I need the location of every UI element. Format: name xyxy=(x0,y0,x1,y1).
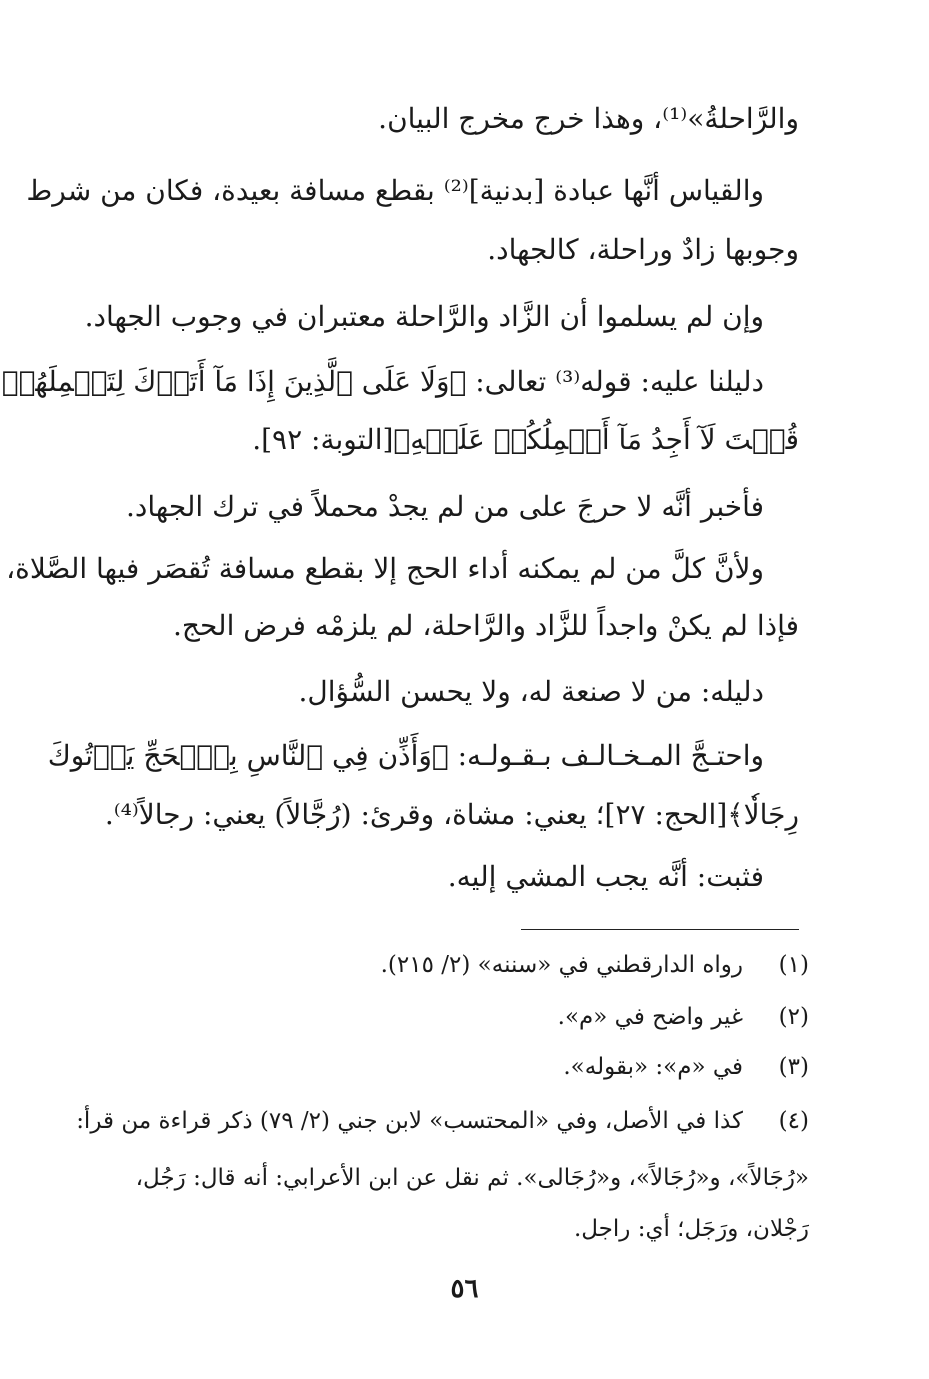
body-line-8: ولأنَّ كلَّ من لم يمكنه أداء الحج إلا بقطع مسافة تُقصَر فيها الصَّلاة، xyxy=(6,552,764,585)
footnote-1 xyxy=(100,948,809,982)
body-line-2: والقياس أنَّها عبادة [بدنية]⁽²⁾ بقطع مسافة بعيدة، فكان من شرط xyxy=(26,174,764,207)
body-line-10: دليله: من لا صنعة له، ولا يحسن السُّؤال. xyxy=(298,675,764,708)
body-line-13: فثبت: أنَّه يجب المشي إليه. xyxy=(447,860,764,893)
footnote-text: كذا في الأصل، وفي «المحتسب» لابن جني (٢/ ٧٩) ذكر قراءة من قرأ: xyxy=(76,1108,743,1134)
body-line-12: رِجَالٗا﴾[الحج: ٢٧]؛ يعني: مشاة، وقرئ: (رُجَّالاً) يعني: رجالاً⁽⁴⁾. xyxy=(104,798,799,831)
footnote-4 xyxy=(76,1104,809,1138)
footnote-separator xyxy=(521,929,799,930)
footnote-number: (٣) xyxy=(778,1054,809,1080)
footnote-3 xyxy=(100,1050,809,1084)
footnote-2 xyxy=(100,1000,809,1034)
footnote-number: (١) xyxy=(778,952,809,978)
body-line-9: فإذا لم يكنْ واجداً للزَّاد والرَّاحلة، لم يلزمْه فرض الحج. xyxy=(172,609,799,642)
body-line-4: وإن لم يسلموا أن الزَّاد والرَّاحلة معتبران في وجوب الجهاد. xyxy=(84,300,764,333)
footnote-4-cont-1: «رُجَالاً»، و«رُجَالاً»، و«رُجَالى». ثم نقل عن ابن الأعرابي: أنه قال: رَجُل، xyxy=(135,1165,809,1191)
body-line-1: والرَّاحلةُ»⁽¹⁾، وهذا خرج مخرج البيان. xyxy=(378,102,799,135)
footnote-4-cont-2: رَجْلان، ورَجَل؛ أي: راجل. xyxy=(573,1216,809,1242)
footnote-number: (٤) xyxy=(778,1108,809,1134)
footnote-text: غير واضح في «م». xyxy=(557,1004,743,1030)
page-number: ٥٦ xyxy=(450,1274,479,1304)
body-line-6-quran: قُلۡتَ لَآ أَجِدُ مَآ أَحۡمِلُكُمۡ عَلَيۡهِ﴾[التوبة: ٩٢]. xyxy=(252,423,799,456)
footnote-text: رواه الدارقطني في «سننه» (٢/ ٢١٥). xyxy=(380,952,743,978)
body-line-11-quran: واحتـجَّ المـخـالـف بـقـولـه: ﴿وَأَذِّن فِي ٱلنَّاسِ بِٱلۡحَجِّ يَأۡتُوكَ xyxy=(47,739,764,772)
body-line-7: فأخبر أنَّه لا حرجَ على من لم يجدْ محملاً في ترك الجهاد. xyxy=(126,490,764,523)
footnote-text: في «م»: «بقوله». xyxy=(563,1054,743,1080)
footnote-number: (٢) xyxy=(778,1004,809,1030)
body-line-3: وجوبها زادٌ وراحلة، كالجهاد. xyxy=(487,233,799,266)
body-line-5-quran: دليلنا عليه: قوله⁽³⁾ تعالى: ﴿وَلَا عَلَى ٱلَّذِينَ إِذَا مَآ أَتَوۡكَ لِتَحۡمِلَهُمۡ xyxy=(1,365,764,398)
